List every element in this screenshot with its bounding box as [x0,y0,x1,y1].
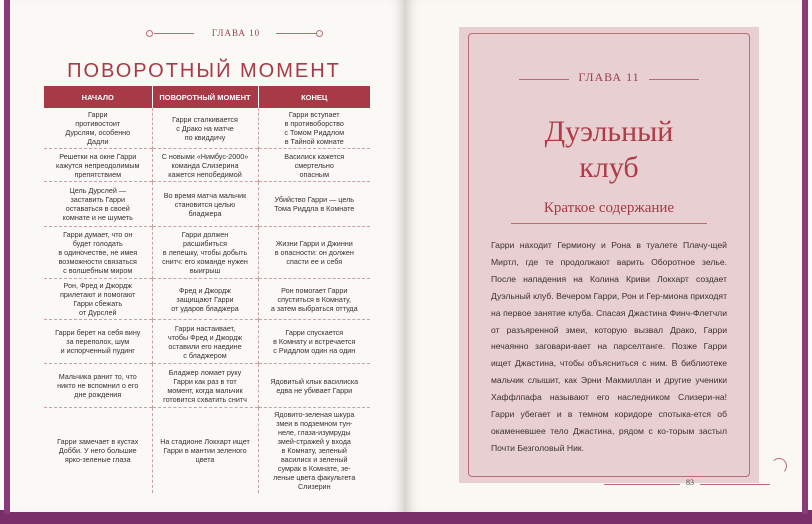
turning-point-table [44,86,370,493]
table-cell: Василиск кажется смертельно опасным [258,149,370,182]
ornament-curl-left [146,30,153,37]
table-cell: Гарри противостоит Дурслям, особенно Дадли [65,110,131,146]
table-cell: Гарри должен расшибиться в лепешку, чтобы добыть снитч: его команде нужен выигрыш [152,227,258,279]
table-cell: Гарри думает, что он будет голодать в одиночестве, не имея возможности связаться с волшебным миром [44,227,152,279]
ornament-line-right [276,33,316,34]
chapter-summary: Гарри находит Гермиону и Рона в туалете Плачу-щей Миртл, где те продолжают варить Оборотное зелье. После нападения на Колина Криви Локхарт создает Дуэльный клуб. Вечером Гарри, Рон и Гер-миона приходят на первое занятие клуба. Спасая Джастина Финч-Флетчли от разъяренной змеи, которую вызвал Драко, Гарри нечаянно заговари-вает на парселтанге. Позже Гарри ищет Джастина, чтобы объясниться с ним. В библиотеке мальчик слышит, как Эрни Макмиллан и другие ученики Хаффлпафа называют его наследником Слизери-на! Гарри убегает и в темном коридоре спотыка-ется об окаменевшее тело Джастина, рядом с ко-торым застыл Почти Безголовый Ник. [491,240,727,453]
page-number-rule [604,484,680,485]
table-cell: С новыми «Нимбус-2000» команда Слизерина кажется непобедимой [152,149,258,182]
table-cell: Гарри замечает в кустах Добби. У него большие ярко-зеленые глаза [44,408,152,494]
table-cell: Рон, Фред и Джордж прилетают и помогают Гарри сбежать от Дурслей [44,279,152,320]
table-cell: Жизни Гарри и Джинни в опасности: он должен спасти ее и себя [258,227,370,279]
table-cell: Фред и Джордж защищают Гарри от ударов бладжера [152,279,258,320]
table-cell: Решетки на окне Гарри кажутся непреодолимым препятствием [44,149,152,182]
table-cell: Гарри спускается в Комнату и встречается с Риддлом один на один [258,320,370,364]
table-cell: Цель Дурслей — заставить Гарри оставаться в своей комнате и не шуметь [44,182,152,227]
table-cell: Бладжер ломает руку Гарри как раз в тот момент, когда мальчик готовится схватить снитч [152,364,258,408]
page-number: 83 [686,478,694,487]
table-cell: Гарри сталкивается с Драко на матче по квиддичу [152,108,258,149]
table-row [44,182,370,227]
turning-point-title: ПОВОРОТНЫЙ МОМЕНТ [67,60,341,82]
table-cell: Гарри настаивает, чтобы Фред и Джордж оставили его наедине с бладжером [152,320,258,364]
table-header-row [44,86,370,108]
table-row [44,408,370,494]
chapter-box [459,27,759,483]
chapter-label-right: ГЛАВА 11 [578,70,640,84]
cover-right-edge [802,0,808,514]
column-header-start: НАЧАЛО [44,86,152,108]
table-cell: Мальчика ранит то, что никто не вспомнил о его дне рождения [44,364,152,408]
table-row [44,364,370,408]
table-cell: Рон помогает Гарри спуститься в Комнату, а затем выбраться оттуда [258,279,370,320]
chapter-title-line-1: Дуэльный [544,115,674,148]
table-cell: На стадионе Локхарт ищет Гарри в мантии зеленого цвета [152,408,258,494]
table-cell: Убийство Гарри — цель Тома Риддла в Комнате [258,182,370,227]
chapter-label-left: ГЛАВА 10 [211,28,261,38]
table-row [44,320,370,364]
ornament-curl-icon [771,458,787,474]
table-cell: Ядовито-зеленая шкура змеи в подземном тун- неле, глаза-изумруды змей-стражей у входа в Комнату, зеленый василиск и зеленый сумрак в Комнате, зе- леные цвета факультета Слизерин [258,408,370,494]
left-page [4,0,404,512]
page-number-rule-right [700,484,770,485]
table-row [44,279,370,320]
ornament-line-right [649,79,699,80]
chapter-title-line-2: клуб [579,151,639,184]
ornament-line-left [519,79,569,80]
ornament-curl-right [316,30,323,37]
column-header-turning-point: ПОВОРОТНЫЙ МОМЕНТ [152,86,258,108]
chapter-subtitle: Краткое содержание [543,200,675,216]
table-cell: Во время матча мальчик становится целью бладжера [152,182,258,227]
table-row [44,108,370,149]
table-cell: Гарри вступает в противоборство с Томом Риддлом в Тайной комнате [258,108,370,149]
table-cell: Ядовитый клык василиска едва не убивает Гарри [258,364,370,408]
book-cover-edge [0,510,812,524]
table-cell: Гарри берет на себя вину за переполох, шум и испорченный пудинг [44,320,152,364]
cover-left-edge [4,0,10,514]
table-row [44,149,370,182]
subtitle-rule [511,223,707,224]
table-row [44,227,370,279]
column-header-end: КОНЕЦ [258,86,370,108]
